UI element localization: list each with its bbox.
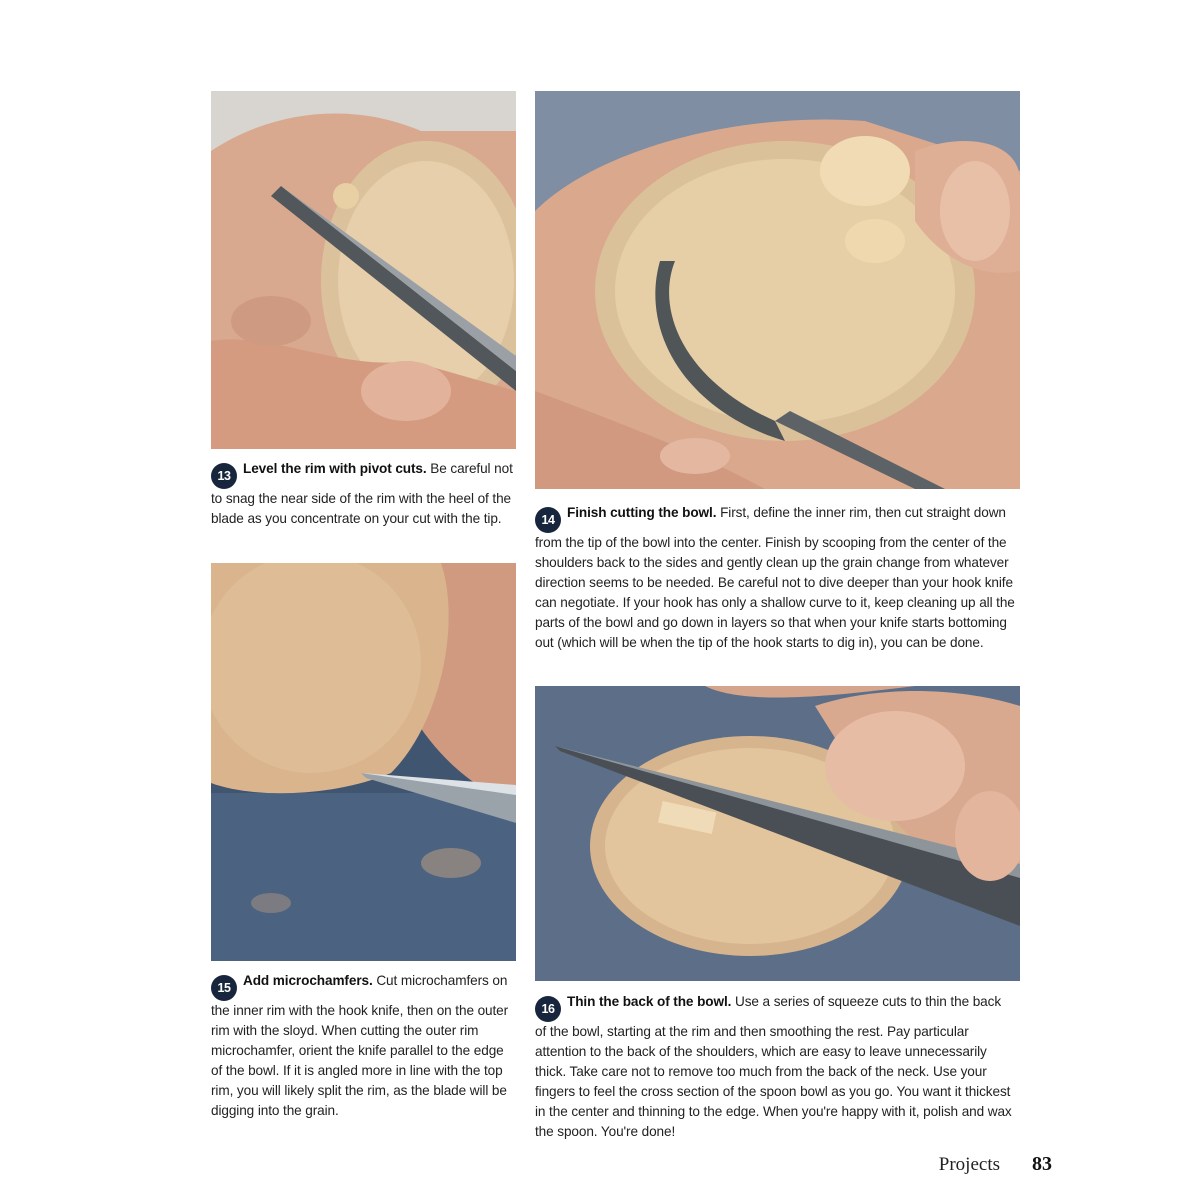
caption-step-16 (535, 992, 1015, 1142)
step-title: Add microchamfers. (243, 973, 373, 988)
step-title: Level the rim with pivot cuts. (243, 461, 427, 476)
page-number: 83 (1032, 1153, 1052, 1175)
step-number-badge: 15 (211, 975, 237, 1001)
photo-step-13 (211, 91, 516, 449)
photo-step-14 (535, 91, 1020, 489)
step-title: Finish cutting the bowl. (567, 505, 717, 520)
photo-step-16 (535, 686, 1020, 981)
photo-step-15 (211, 563, 516, 961)
caption-step-15 (211, 971, 516, 1121)
step-body: First, define the inner rim, then cut straight down from the tip of the bowl into the center. Finish by scooping from the center of the shoulders back to the sides and gently clean up the grain change from whatever direction seems to be needed. Be careful not to dive deeper than your hook knife can negotiate. If your hook has only a shallow curve to it, keep cleaning up all the parts of the bowl and go down in layers so that when your knife starts bottoming out (which will be when the tip of the hook starts to dig in), you can be done. (535, 505, 1015, 650)
caption-step-13 (211, 459, 516, 529)
step-body: Use a series of squeeze cuts to thin the back of the bowl, starting at the rim and then smoothing the rest. Pay particular attention to the back of the shoulders, which are easy to leave unnecessarily thick. Take care not to remove too much from the back of the neck. Use your fingers to feel the cross section of the spoon bowl as you go. You want it thickest in the center and thinning to the edge. When you're happy with it, polish and wax the spoon. You're done! (535, 994, 1012, 1139)
caption-step-14 (535, 503, 1015, 653)
step-body: Cut microchamfers on the inner rim with the hook knife, then on the outer rim with the sloyd. When cutting the outer rim microchamfer, orient the knife parallel to the edge of the bowl. If it is angled more in line with the top rim, you will likely split the rim, as the blade will be digging into the grain. (211, 973, 509, 1118)
step-number-badge: 16 (535, 996, 561, 1022)
step-title: Thin the back of the bowl. (567, 994, 732, 1009)
step-body: Be careful not to snag the near side of the rim with the heel of the blade as you concentrate on your cut with the tip. (211, 461, 513, 526)
step-number-badge: 14 (535, 507, 561, 533)
footer-section-label: Projects (938, 1154, 1000, 1175)
step-number-badge: 13 (211, 463, 237, 489)
